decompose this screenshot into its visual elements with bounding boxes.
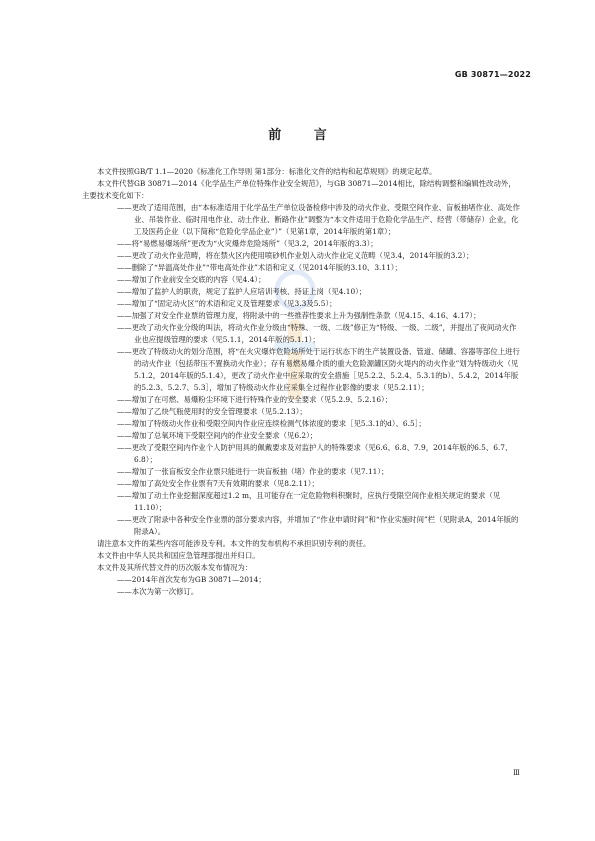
change-list bbox=[82, 202, 522, 538]
standard-code: GB 30871—2022 bbox=[454, 70, 531, 79]
proposer-statement: 本文件由中华人民共和国应急管理部提出并归口。 bbox=[97, 551, 260, 560]
list-item: ——更改了适用范围，由“本标准适用于化学品生产单位设备检修中涉及的动火作业、受限空间作业、盲板抽堵作业、高处作业、吊装作业、临时用电作业、动土作业、断路作业”调整为“本文件适用于危险化学品生产、经营（带储存）企业，化工及医药企业（以下简称“危险化学品企业”）”（见第1章，2014年版的第1章）； bbox=[117, 203, 520, 236]
list-dash: —— bbox=[117, 299, 132, 308]
list-dash: —— bbox=[117, 323, 132, 332]
list-dash: —— bbox=[117, 347, 132, 356]
list-item: ——删除了“异温高处作业”“带电高处作业”术语和定义（见2014年版的3.10、3.11）； bbox=[117, 263, 402, 272]
history-list bbox=[82, 574, 522, 598]
list-dash: —— bbox=[117, 275, 132, 284]
list-item: ——增加了“固定动火区”的术语和定义及管理要求（见3.3及5.5）； bbox=[117, 299, 337, 308]
list-item: ——本次为第一次修订。 bbox=[117, 587, 199, 596]
list-item: ——增加了一张盲板安全作业票只能进行一块盲板抽（堵）作业的要求（见7.11）； bbox=[117, 467, 389, 476]
list-item: ——增加了高处安全作业票有7天有效期的要求（见8.2.11）； bbox=[117, 479, 319, 488]
foreword-body bbox=[82, 166, 522, 598]
list-dash: —— bbox=[117, 419, 132, 428]
list-item: ——增加了在可燃、易爆粉尘环境下进行特殊作业的安全要求（见5.2.9、5.2.16）； bbox=[117, 395, 393, 404]
list-dash: —— bbox=[117, 575, 132, 584]
list-item: ——加强了对安全作业票的管理力度，将附录中的一些推荐性要求上升为强制性条款（见4.15、4.16、4.17）； bbox=[117, 311, 481, 320]
list-item: ——增加了乙炔气瓶使用时的安全管理要求（见5.2.13）； bbox=[117, 407, 307, 416]
list-item: ——增加了监护人的职责，规定了监护人应培训考核、持证上岗（见4.10）； bbox=[117, 287, 367, 296]
list-dash: —— bbox=[117, 587, 132, 596]
list-dash: —— bbox=[117, 443, 132, 452]
list-dash: —— bbox=[117, 395, 132, 404]
list-dash: —— bbox=[117, 287, 132, 296]
list-dash: —— bbox=[117, 203, 132, 212]
list-dash: —— bbox=[117, 491, 132, 500]
intro-paragraph-2: 本文件代替GB 30871—2014《化学品生产单位特殊作业安全规范》，与GB 30871—2014相比，除结构调整和编辑性改动外，主要技术变化如下： bbox=[82, 179, 516, 200]
list-dash: —— bbox=[117, 239, 132, 248]
list-dash: —— bbox=[117, 263, 132, 272]
list-item: ——增加了作业前安全交底的内容（见4.4）； bbox=[117, 275, 266, 284]
list-item: ——更改了附录中各种安全作业票的部分要求内容，并增加了“作业申请时间”和“作业实施时间”栏（见附录A，2014年版的附录A）。 bbox=[117, 515, 519, 536]
patent-notice: 请注意本文件的某些内容可能涉及专利。本文件的发布机构不承担识别专利的责任。 bbox=[97, 539, 371, 548]
intro-paragraph-1: 本文件按照GB/T 1.1—2020《标准化工作导则 第1部分：标准化文件的结构和起草规则》的规定起草。 bbox=[97, 167, 437, 176]
list-dash: —— bbox=[117, 515, 132, 524]
list-item: ——增加了总氧环境下受限空间内的作业安全要求（见6.2）； bbox=[117, 431, 318, 440]
list-dash: —— bbox=[117, 251, 132, 260]
list-dash: —— bbox=[117, 479, 132, 488]
list-dash: —— bbox=[117, 431, 132, 440]
list-dash: —— bbox=[117, 467, 132, 476]
page-number: Ⅲ bbox=[513, 769, 520, 777]
list-item: ——2014年首次发布为GB 30871—2014； bbox=[117, 575, 266, 584]
list-item: ——将“易燃易爆场所”更改为“火灾爆炸危险场所”（见3.2，2014年版的3.3）； bbox=[117, 239, 378, 248]
list-item: ——更改了动火作业范畴，将在禁火区内使用喷砂机作业划入动火作业定义范畴（见3.4，2014年版的3.2）； bbox=[117, 251, 474, 260]
list-item: ——更改了受限空间内作业个人防护用具的佩戴要求及对监护人的特殊要求（见6.6、6.8、7.9，2014年版的6.5、6.7、6.8）； bbox=[117, 443, 513, 464]
list-item: ——更改了动火作业分级的叫法，将动火作业分级由“特殊、一级、二级”修正为“特级、一级、二级”，并提出了夜间动火作业也应提级管理的要求（见5.1.1，2014年版的5.1.1）； bbox=[117, 323, 517, 344]
history-intro: 本文件及其所代替文件的历次版本发布情况为： bbox=[97, 563, 253, 572]
list-item: ——增加了特级动火作业和受限空间内作业应连续检测气体浓度的要求［见5.3.1的d）、6.5］； bbox=[117, 419, 426, 428]
page-title: 前 言 bbox=[268, 128, 341, 143]
list-dash: —— bbox=[117, 311, 132, 320]
list-dash: —— bbox=[117, 407, 132, 416]
list-item: ——增加了动土作业挖掘深度超过1.2 m，且可能存在一定危险物料积聚时，应执行受限空间作业相关规定的要求（见11.10）； bbox=[117, 491, 501, 512]
list-item: ——更改了特级动火的划分范围，将“在火灾爆炸危险场所处于运行状态下的生产装置设备、管道、储罐、容器等部位上进行的动火作业（包括带压不置换动火作业）；存有易燃易爆介质的重大危险源罐区防火堤内的动火作业”划为特级动火（见5.1.2，2014年版的5.1.4），更改了动火作业中应采取的安全措施［见5.2.2、5.2.4、5.3.1的b）、5.4.2，2014年版的5.2.3、5.2.7、5.3］，增加了特级动火作业应采集全过程作业影像的要求（见5.2.11）； bbox=[117, 347, 520, 392]
